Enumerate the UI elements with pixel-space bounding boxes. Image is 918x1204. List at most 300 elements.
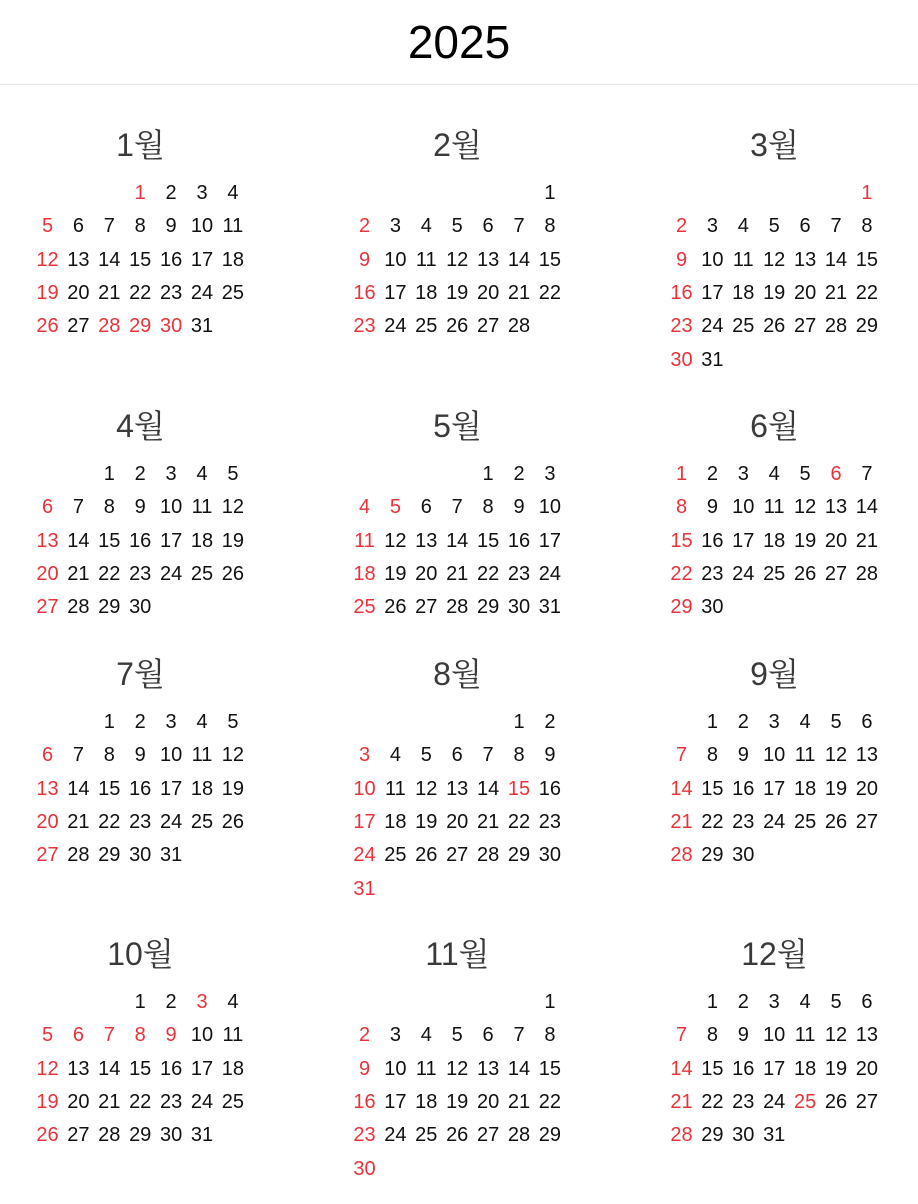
day-cell[interactable]: 22 <box>701 810 724 833</box>
day-cell[interactable]: 17 <box>159 529 183 552</box>
day-cell[interactable]: 12 <box>221 496 245 519</box>
holiday-day-cell[interactable]: 17 <box>353 810 376 833</box>
holiday-day-cell[interactable]: 20 <box>36 562 59 585</box>
day-cell[interactable]: 11 <box>794 1024 816 1047</box>
day-cell[interactable]: 13 <box>476 248 500 271</box>
day-cell[interactable]: 7 <box>830 215 842 238</box>
day-cell[interactable]: 27 <box>824 562 848 585</box>
day-cell[interactable]: 29 <box>701 844 724 867</box>
day-cell[interactable]: 23 <box>732 1090 755 1113</box>
day-cell[interactable]: 21 <box>98 281 121 304</box>
day-cell[interactable]: 15 <box>476 529 500 552</box>
day-cell[interactable]: 26 <box>793 562 817 585</box>
day-cell[interactable]: 3 <box>768 991 780 1013</box>
day-cell[interactable]: 14 <box>855 496 879 519</box>
day-cell[interactable]: 26 <box>824 810 848 833</box>
day-cell[interactable]: 8 <box>706 744 718 767</box>
day-cell[interactable]: 27 <box>67 1124 90 1147</box>
day-cell[interactable]: 15 <box>701 1057 724 1080</box>
day-cell[interactable]: 21 <box>446 562 469 585</box>
day-cell[interactable]: 27 <box>446 844 469 867</box>
day-cell[interactable]: 24 <box>159 810 183 833</box>
day-cell[interactable]: 12 <box>793 496 817 519</box>
holiday-day-cell[interactable]: 9 <box>675 248 688 271</box>
day-cell[interactable]: 1 <box>482 463 494 485</box>
holiday-day-cell[interactable]: 25 <box>353 596 376 619</box>
day-cell[interactable]: 5 <box>451 1024 463 1047</box>
holiday-day-cell[interactable]: 21 <box>670 810 693 833</box>
day-cell[interactable]: 7 <box>513 1024 525 1047</box>
day-cell[interactable]: 1 <box>513 711 525 733</box>
holiday-day-cell[interactable]: 26 <box>36 1124 59 1147</box>
day-cell[interactable]: 28 <box>824 315 848 338</box>
holiday-day-cell[interactable]: 6 <box>41 744 54 767</box>
day-cell[interactable]: 28 <box>67 844 90 867</box>
day-cell[interactable]: 18 <box>190 777 214 800</box>
day-cell[interactable]: 4 <box>196 711 208 733</box>
day-cell[interactable]: 22 <box>98 810 121 833</box>
day-cell[interactable]: 8 <box>706 1024 718 1047</box>
day-cell[interactable]: 10 <box>159 744 183 767</box>
day-cell[interactable]: 2 <box>737 711 749 733</box>
holiday-day-cell[interactable]: 16 <box>353 281 376 304</box>
day-cell[interactable]: 16 <box>701 529 724 552</box>
holiday-day-cell[interactable]: 2 <box>358 215 371 238</box>
holiday-day-cell[interactable]: 14 <box>670 777 693 800</box>
day-cell[interactable]: 22 <box>538 281 562 304</box>
day-cell[interactable]: 17 <box>159 777 183 800</box>
holiday-day-cell[interactable]: 11 <box>354 529 375 552</box>
day-cell[interactable]: 11 <box>794 744 816 767</box>
day-cell[interactable]: 20 <box>793 281 817 304</box>
day-cell[interactable]: 20 <box>446 810 469 833</box>
day-cell[interactable]: 23 <box>159 281 183 304</box>
day-cell[interactable]: 24 <box>763 1090 786 1113</box>
day-cell[interactable]: 23 <box>701 562 724 585</box>
day-cell[interactable]: 25 <box>190 810 214 833</box>
day-cell[interactable]: 3 <box>196 182 208 204</box>
day-cell[interactable]: 3 <box>768 711 780 733</box>
day-cell[interactable]: 15 <box>98 529 121 552</box>
day-cell[interactable]: 14 <box>507 1057 531 1080</box>
day-cell[interactable]: 19 <box>824 777 848 800</box>
day-cell[interactable]: 8 <box>861 215 873 238</box>
day-cell[interactable]: 26 <box>824 1090 848 1113</box>
day-cell[interactable]: 27 <box>476 1124 500 1147</box>
day-cell[interactable]: 18 <box>384 810 407 833</box>
day-cell[interactable]: 26 <box>446 1124 469 1147</box>
holiday-day-cell[interactable]: 28 <box>670 844 693 867</box>
holiday-day-cell[interactable]: 5 <box>41 215 54 238</box>
day-cell[interactable]: 16 <box>129 529 152 552</box>
day-cell[interactable]: 27 <box>415 596 438 619</box>
day-cell[interactable]: 14 <box>67 529 90 552</box>
day-cell[interactable]: 10 <box>159 496 183 519</box>
day-cell[interactable]: 27 <box>67 315 90 338</box>
day-cell[interactable]: 13 <box>446 777 469 800</box>
holiday-day-cell[interactable]: 30 <box>353 1157 376 1180</box>
day-cell[interactable]: 13 <box>67 248 90 271</box>
day-cell[interactable]: 29 <box>855 315 879 338</box>
day-cell[interactable]: 11 <box>222 215 244 238</box>
day-cell[interactable]: 12 <box>415 777 438 800</box>
day-cell[interactable]: 10 <box>190 215 214 238</box>
day-cell[interactable]: 30 <box>129 844 152 867</box>
day-cell[interactable]: 30 <box>701 596 724 619</box>
day-cell[interactable]: 7 <box>103 215 115 238</box>
day-cell[interactable]: 8 <box>544 215 556 238</box>
holiday-day-cell[interactable]: 13 <box>36 529 59 552</box>
day-cell[interactable]: 31 <box>190 315 214 338</box>
holiday-day-cell[interactable]: 15 <box>507 777 531 800</box>
day-cell[interactable]: 17 <box>763 777 786 800</box>
day-cell[interactable]: 18 <box>763 529 786 552</box>
day-cell[interactable]: 19 <box>824 1057 848 1080</box>
day-cell[interactable]: 4 <box>227 182 239 204</box>
day-cell[interactable]: 18 <box>415 1090 438 1113</box>
day-cell[interactable]: 9 <box>165 215 177 238</box>
day-cell[interactable]: 15 <box>129 248 152 271</box>
day-cell[interactable]: 17 <box>190 248 214 271</box>
day-cell[interactable]: 20 <box>67 281 90 304</box>
day-cell[interactable]: 12 <box>446 1057 469 1080</box>
day-cell[interactable]: 26 <box>221 562 245 585</box>
day-cell[interactable]: 13 <box>855 744 879 767</box>
holiday-day-cell[interactable]: 12 <box>36 1057 59 1080</box>
day-cell[interactable]: 2 <box>513 463 525 485</box>
day-cell[interactable]: 16 <box>732 777 755 800</box>
holiday-day-cell[interactable]: 29 <box>129 315 152 338</box>
day-cell[interactable]: 2 <box>165 182 177 204</box>
day-cell[interactable]: 2 <box>737 991 749 1013</box>
day-cell[interactable]: 30 <box>159 1124 183 1147</box>
day-cell[interactable]: 17 <box>384 1090 407 1113</box>
day-cell[interactable]: 2 <box>134 463 146 485</box>
day-cell[interactable]: 8 <box>544 1024 556 1047</box>
day-cell[interactable]: 31 <box>159 844 183 867</box>
day-cell[interactable]: 9 <box>544 744 556 767</box>
holiday-day-cell[interactable]: 10 <box>353 777 376 800</box>
day-cell[interactable]: 28 <box>476 844 500 867</box>
day-cell[interactable]: 9 <box>737 1024 749 1047</box>
day-cell[interactable]: 7 <box>482 744 494 767</box>
day-cell[interactable]: 21 <box>67 810 90 833</box>
day-cell[interactable]: 28 <box>507 1124 531 1147</box>
holiday-day-cell[interactable]: 21 <box>670 1090 693 1113</box>
day-cell[interactable]: 22 <box>855 281 879 304</box>
day-cell[interactable]: 22 <box>98 562 121 585</box>
day-cell[interactable]: 10 <box>732 496 755 519</box>
holiday-day-cell[interactable]: 16 <box>353 1090 376 1113</box>
day-cell[interactable]: 5 <box>799 463 811 485</box>
holiday-day-cell[interactable]: 18 <box>353 562 376 585</box>
day-cell[interactable]: 4 <box>196 463 208 485</box>
day-cell[interactable]: 4 <box>227 991 239 1013</box>
day-cell[interactable]: 20 <box>415 562 438 585</box>
day-cell[interactable]: 2 <box>165 991 177 1013</box>
day-cell[interactable]: 14 <box>824 248 848 271</box>
day-cell[interactable]: 11 <box>191 496 213 519</box>
day-cell[interactable]: 18 <box>793 1057 817 1080</box>
holiday-day-cell[interactable]: 2 <box>675 215 688 238</box>
day-cell[interactable]: 11 <box>385 777 406 800</box>
day-cell[interactable]: 20 <box>855 1057 879 1080</box>
day-cell[interactable]: 26 <box>384 596 407 619</box>
day-cell[interactable]: 25 <box>415 315 438 338</box>
day-cell[interactable]: 24 <box>384 315 407 338</box>
holiday-day-cell[interactable]: 2 <box>358 1024 371 1047</box>
holiday-day-cell[interactable]: 7 <box>675 1024 688 1047</box>
day-cell[interactable]: 11 <box>763 496 785 519</box>
holiday-day-cell[interactable]: 19 <box>36 281 59 304</box>
day-cell[interactable]: 20 <box>67 1090 90 1113</box>
day-cell[interactable]: 15 <box>98 777 121 800</box>
day-cell[interactable]: 25 <box>384 844 407 867</box>
holiday-day-cell[interactable]: 30 <box>159 315 183 338</box>
day-cell[interactable]: 1 <box>103 711 115 733</box>
holiday-day-cell[interactable]: 12 <box>36 248 59 271</box>
day-cell[interactable]: 17 <box>384 281 407 304</box>
holiday-day-cell[interactable]: 6 <box>41 496 54 519</box>
holiday-day-cell[interactable]: 25 <box>793 1090 817 1113</box>
day-cell[interactable]: 16 <box>159 1057 183 1080</box>
day-cell[interactable]: 16 <box>159 248 183 271</box>
day-cell[interactable]: 21 <box>98 1090 121 1113</box>
holiday-day-cell[interactable]: 4 <box>358 496 371 519</box>
day-cell[interactable]: 19 <box>446 1090 469 1113</box>
day-cell[interactable]: 9 <box>513 496 525 519</box>
day-cell[interactable]: 12 <box>446 248 469 271</box>
day-cell[interactable]: 26 <box>446 315 469 338</box>
day-cell[interactable]: 11 <box>191 744 213 767</box>
day-cell[interactable]: 20 <box>476 1090 500 1113</box>
day-cell[interactable]: 1 <box>706 711 718 733</box>
day-cell[interactable]: 14 <box>476 777 500 800</box>
day-cell[interactable]: 10 <box>538 496 562 519</box>
holiday-day-cell[interactable]: 16 <box>670 281 693 304</box>
day-cell[interactable]: 15 <box>701 777 724 800</box>
day-cell[interactable]: 6 <box>861 711 873 733</box>
day-cell[interactable]: 17 <box>763 1057 786 1080</box>
day-cell[interactable]: 19 <box>221 777 245 800</box>
day-cell[interactable]: 27 <box>855 1090 879 1113</box>
day-cell[interactable]: 23 <box>538 810 562 833</box>
day-cell[interactable]: 26 <box>763 315 786 338</box>
day-cell[interactable]: 6 <box>799 215 811 238</box>
day-cell[interactable]: 4 <box>737 215 749 238</box>
holiday-day-cell[interactable]: 7 <box>103 1024 115 1047</box>
day-cell[interactable]: 22 <box>476 562 500 585</box>
holiday-day-cell[interactable]: 6 <box>830 463 842 485</box>
day-cell[interactable]: 25 <box>190 562 214 585</box>
day-cell[interactable]: 29 <box>476 596 500 619</box>
holiday-day-cell[interactable]: 9 <box>165 1024 177 1047</box>
day-cell[interactable]: 11 <box>222 1024 244 1047</box>
day-cell[interactable]: 22 <box>538 1090 562 1113</box>
day-cell[interactable]: 21 <box>476 810 500 833</box>
day-cell[interactable]: 5 <box>227 711 239 733</box>
day-cell[interactable]: 2 <box>544 711 556 733</box>
holiday-day-cell[interactable]: 28 <box>98 315 121 338</box>
day-cell[interactable]: 29 <box>129 1124 152 1147</box>
day-cell[interactable]: 12 <box>824 1024 848 1047</box>
holiday-day-cell[interactable]: 7 <box>675 744 688 767</box>
day-cell[interactable]: 16 <box>732 1057 755 1080</box>
day-cell[interactable]: 9 <box>706 496 718 519</box>
day-cell[interactable]: 10 <box>190 1024 214 1047</box>
day-cell[interactable]: 29 <box>98 844 121 867</box>
day-cell[interactable]: 21 <box>855 529 879 552</box>
holiday-day-cell[interactable]: 28 <box>670 1124 693 1147</box>
day-cell[interactable]: 3 <box>165 711 177 733</box>
holiday-day-cell[interactable]: 3 <box>196 991 208 1013</box>
holiday-day-cell[interactable]: 30 <box>670 348 693 371</box>
holiday-day-cell[interactable]: 23 <box>353 1124 376 1147</box>
day-cell[interactable]: 31 <box>538 596 562 619</box>
day-cell[interactable]: 28 <box>67 596 90 619</box>
day-cell[interactable]: 25 <box>763 562 786 585</box>
day-cell[interactable]: 31 <box>763 1124 786 1147</box>
day-cell[interactable]: 27 <box>855 810 879 833</box>
day-cell[interactable]: 3 <box>165 463 177 485</box>
holiday-day-cell[interactable]: 26 <box>36 315 59 338</box>
day-cell[interactable]: 5 <box>830 711 842 733</box>
day-cell[interactable]: 18 <box>415 281 438 304</box>
day-cell[interactable]: 12 <box>763 248 786 271</box>
holiday-day-cell[interactable]: 23 <box>353 315 376 338</box>
day-cell[interactable]: 20 <box>476 281 500 304</box>
day-cell[interactable]: 11 <box>415 1057 437 1080</box>
day-cell[interactable]: 8 <box>482 496 494 519</box>
holiday-day-cell[interactable]: 5 <box>389 496 401 519</box>
day-cell[interactable]: 24 <box>190 281 214 304</box>
day-cell[interactable]: 15 <box>538 248 562 271</box>
day-cell[interactable]: 17 <box>538 529 562 552</box>
day-cell[interactable]: 4 <box>768 463 780 485</box>
day-cell[interactable]: 18 <box>793 777 817 800</box>
day-cell[interactable]: 30 <box>732 844 755 867</box>
holiday-day-cell[interactable]: 15 <box>670 529 693 552</box>
day-cell[interactable]: 24 <box>190 1090 214 1113</box>
day-cell[interactable]: 8 <box>513 744 525 767</box>
day-cell[interactable]: 2 <box>134 711 146 733</box>
day-cell[interactable]: 13 <box>415 529 438 552</box>
holiday-day-cell[interactable]: 31 <box>353 877 376 900</box>
day-cell[interactable]: 21 <box>824 281 848 304</box>
day-cell[interactable]: 6 <box>451 744 463 767</box>
holiday-day-cell[interactable]: 19 <box>36 1090 59 1113</box>
day-cell[interactable]: 13 <box>67 1057 90 1080</box>
holiday-day-cell[interactable]: 8 <box>675 496 688 519</box>
day-cell[interactable]: 31 <box>701 348 724 371</box>
day-cell[interactable]: 17 <box>701 281 724 304</box>
day-cell[interactable]: 16 <box>507 529 531 552</box>
day-cell[interactable]: 15 <box>538 1057 562 1080</box>
day-cell[interactable]: 18 <box>732 281 755 304</box>
day-cell[interactable]: 24 <box>159 562 183 585</box>
day-cell[interactable]: 18 <box>221 1057 245 1080</box>
day-cell[interactable]: 19 <box>384 562 407 585</box>
holiday-day-cell[interactable]: 8 <box>134 1024 146 1047</box>
holiday-day-cell[interactable]: 6 <box>72 1024 84 1047</box>
day-cell[interactable]: 23 <box>129 562 152 585</box>
holiday-day-cell[interactable]: 27 <box>36 596 59 619</box>
day-cell[interactable]: 18 <box>221 248 245 271</box>
day-cell[interactable]: 1 <box>544 991 556 1013</box>
day-cell[interactable]: 29 <box>507 844 531 867</box>
day-cell[interactable]: 8 <box>103 496 115 519</box>
day-cell[interactable]: 21 <box>67 562 90 585</box>
day-cell[interactable]: 4 <box>799 711 811 733</box>
day-cell[interactable]: 23 <box>507 562 531 585</box>
day-cell[interactable]: 14 <box>98 248 121 271</box>
day-cell[interactable]: 9 <box>737 744 749 767</box>
holiday-day-cell[interactable]: 5 <box>41 1024 54 1047</box>
day-cell[interactable]: 28 <box>507 315 531 338</box>
holiday-day-cell[interactable]: 3 <box>358 744 371 767</box>
day-cell[interactable]: 19 <box>793 529 817 552</box>
holiday-day-cell[interactable]: 22 <box>670 562 693 585</box>
day-cell[interactable]: 29 <box>701 1124 724 1147</box>
holiday-day-cell[interactable]: 24 <box>353 844 376 867</box>
day-cell[interactable]: 23 <box>732 810 755 833</box>
holiday-day-cell[interactable]: 27 <box>36 844 59 867</box>
day-cell[interactable]: 5 <box>420 744 432 767</box>
day-cell[interactable]: 19 <box>221 529 245 552</box>
day-cell[interactable]: 7 <box>72 496 84 519</box>
day-cell[interactable]: 7 <box>513 215 525 238</box>
day-cell[interactable]: 4 <box>420 215 432 238</box>
day-cell[interactable]: 9 <box>134 496 146 519</box>
day-cell[interactable]: 12 <box>221 744 245 767</box>
day-cell[interactable]: 24 <box>701 315 724 338</box>
day-cell[interactable]: 30 <box>732 1124 755 1147</box>
day-cell[interactable]: 1 <box>103 463 115 485</box>
day-cell[interactable]: 28 <box>98 1124 121 1147</box>
day-cell[interactable]: 14 <box>446 529 469 552</box>
day-cell[interactable]: 29 <box>98 596 121 619</box>
day-cell[interactable]: 23 <box>129 810 152 833</box>
holiday-day-cell[interactable]: 13 <box>36 777 59 800</box>
day-cell[interactable]: 13 <box>855 1024 879 1047</box>
day-cell[interactable]: 6 <box>482 215 494 238</box>
day-cell[interactable]: 19 <box>763 281 786 304</box>
day-cell[interactable]: 8 <box>103 744 115 767</box>
holiday-day-cell[interactable]: 23 <box>670 315 693 338</box>
day-cell[interactable]: 26 <box>415 844 438 867</box>
day-cell[interactable]: 7 <box>451 496 463 519</box>
day-cell[interactable]: 25 <box>221 281 245 304</box>
day-cell[interactable]: 3 <box>389 1024 401 1047</box>
holiday-day-cell[interactable]: 1 <box>861 182 873 204</box>
day-cell[interactable]: 30 <box>507 596 531 619</box>
day-cell[interactable]: 1 <box>134 991 146 1013</box>
day-cell[interactable]: 5 <box>227 463 239 485</box>
day-cell[interactable]: 24 <box>763 810 786 833</box>
day-cell[interactable]: 10 <box>384 1057 407 1080</box>
day-cell[interactable]: 28 <box>855 562 879 585</box>
day-cell[interactable]: 6 <box>482 1024 494 1047</box>
day-cell[interactable]: 7 <box>72 744 84 767</box>
day-cell[interactable]: 21 <box>507 1090 531 1113</box>
day-cell[interactable]: 27 <box>476 315 500 338</box>
day-cell[interactable]: 14 <box>98 1057 121 1080</box>
day-cell[interactable]: 3 <box>706 215 718 238</box>
holiday-day-cell[interactable]: 1 <box>134 182 146 204</box>
day-cell[interactable]: 19 <box>415 810 438 833</box>
holiday-day-cell[interactable]: 29 <box>670 596 693 619</box>
day-cell[interactable]: 26 <box>221 810 245 833</box>
